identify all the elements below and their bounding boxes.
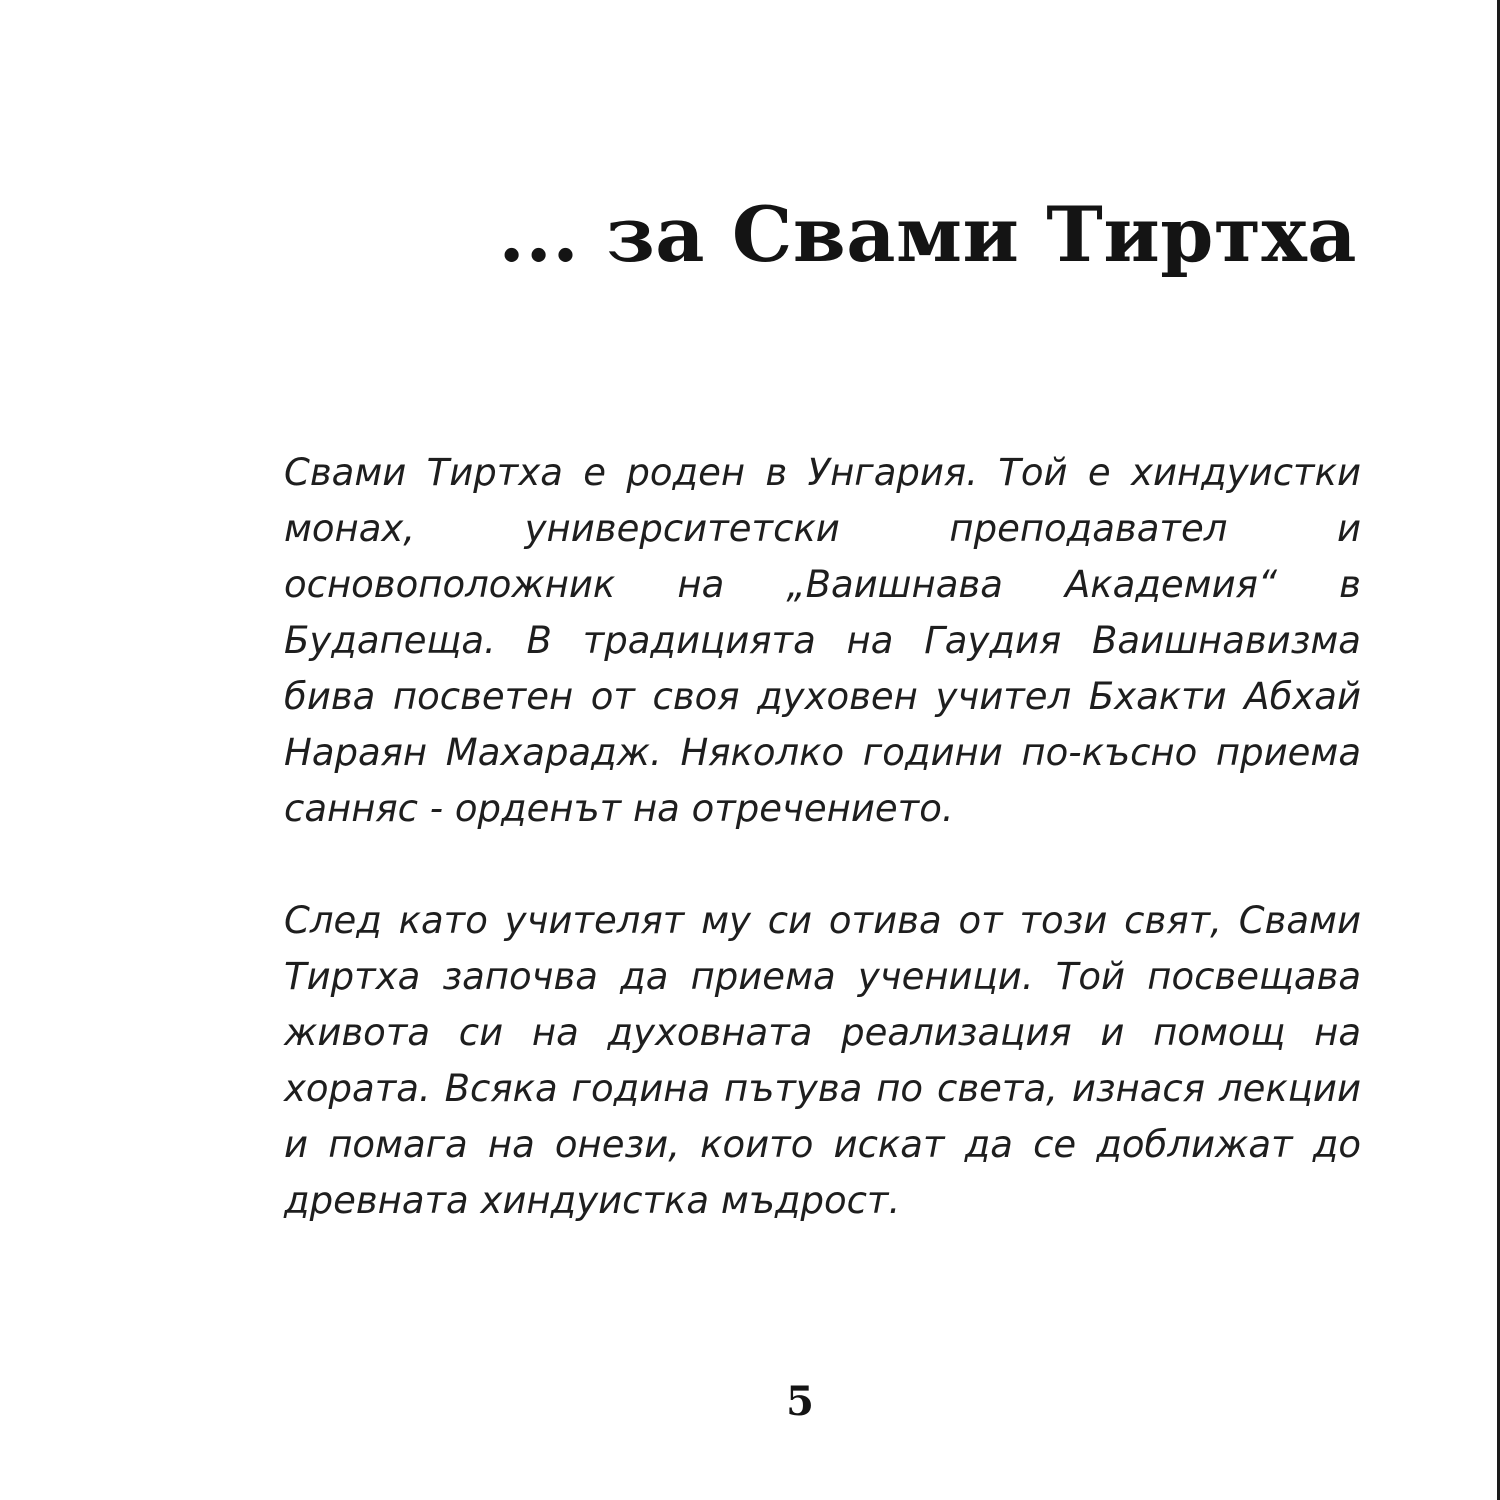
paragraph-2: След като учителят му си отива от този свят, Свами Тиртха започва да приема ученици. Той посвещава живота си на духовната реализация и помощ на хората. Всяка година пътува по света, изнася лекции и помага на онези, които искат да се доближат до древната хиндуистка мъдрост. [284, 899, 1361, 1222]
page-number: 5 [786, 1378, 814, 1425]
paragraph-1: Свами Тиртха е роден в Унгария. Той е хиндуистки монах, университетски преподавател и основоположник на „Ваишнава Академия“ в Будапеща. В традицията на Гаудия Ваишнавизма бива посветен от своя духовен учител Бхакти Абхай Нараян Махарадж. Няколко години по-късно приема санняс - орденът на отречението. [284, 451, 1361, 830]
page-title: ... за Свами Тиртха [498, 190, 1357, 279]
